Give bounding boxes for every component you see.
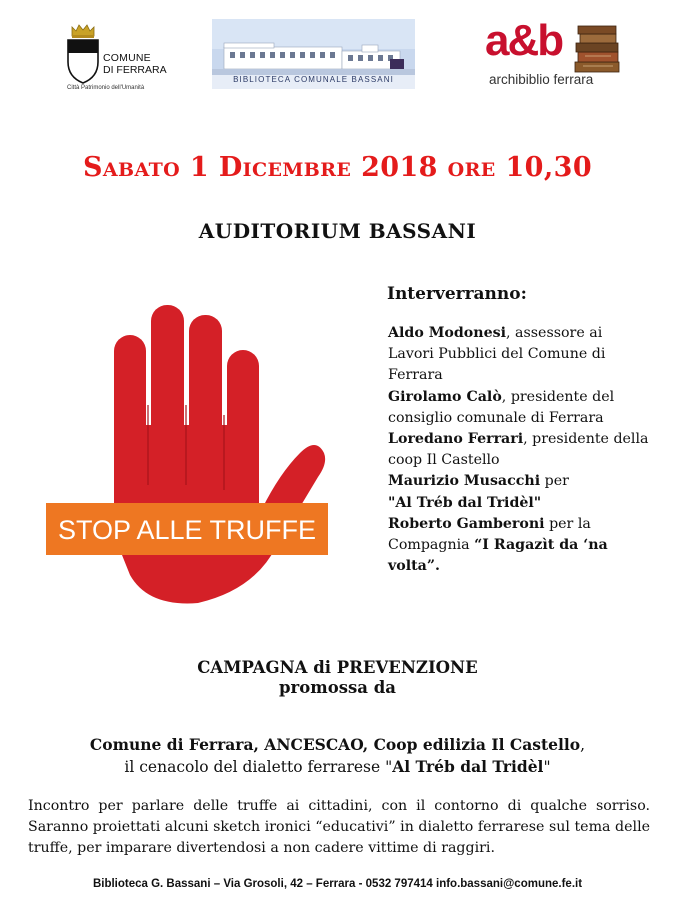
speaker-item: Loredano Ferrari, presidente della coop Il Castello: [388, 431, 649, 469]
speaker-item: Girolamo Calò, presidente del consiglio comunale di Ferrara: [388, 388, 615, 426]
comune-label: COMUNE: [103, 52, 151, 64]
promoters: Comune di Ferrara, ANCESCAO, Coop edilizia Il Castello, il cenacolo del dialetto ferrarese "Al Tréb dal Tridèl": [89, 735, 586, 776]
comune-city-label: DI FERRARA: [103, 64, 167, 76]
speaker-role: assessore ai Lavori Pubblici del Comune di Ferrara: [388, 325, 606, 384]
speaker-name: Girolamo Calò: [388, 388, 502, 405]
speakers-list: [388, 323, 650, 577]
biblioteca-bassani-logo: [212, 19, 415, 89]
footer-contact: Biblioteca G. Bassani – Via Grosoli, 42 – Ferrara - 0532 797414 info.bassani@comune.fe.it: [92, 878, 583, 890]
campaign-subtitle: promossa da: [279, 678, 396, 697]
speakers-title: Interverranno:: [387, 284, 527, 304]
speaker-group: "Al Tréb dal Tridèl": [388, 494, 542, 511]
speaker-item: [388, 514, 650, 578]
speaker-role: presidente del consiglio comunale di Ferrara: [388, 388, 615, 426]
event-venue: AUDITORIUM BASSANI: [198, 219, 477, 243]
stop-hand-illustration: [38, 285, 338, 625]
speaker-item: Aldo Modonesi, assessore ai Lavori Pubblici del Comune di Ferrara: [388, 325, 606, 384]
comune-ferrara-logo: [60, 22, 170, 94]
archibiblio-subtitle: archibiblio ferrara: [489, 72, 594, 87]
campaign-title: CAMPAGNA di PREVENZIONE: [197, 658, 478, 677]
promoter-group: Al Tréb dal Tridèl: [392, 757, 544, 776]
speaker-role: per: [544, 473, 569, 490]
comune-tagline: Città Patrimonio dell'Umanità: [67, 85, 145, 91]
event-date: Sabato 1 Dicembre 2018 ore 10,30: [82, 152, 593, 183]
speaker-role: per la Compagnia: [388, 515, 591, 554]
campaign-heading: [0, 658, 675, 698]
ab-mark: a&b: [485, 16, 563, 65]
archibiblio-logo: [485, 16, 625, 94]
speaker-name: Maurizio Musacchi: [388, 473, 541, 490]
stop-sign-text: STOP ALLE TRUFFE: [57, 515, 317, 545]
speaker-name: Loredano Ferrari: [388, 431, 524, 448]
biblioteca-caption: BIBLIOTECA COMUNALE BASSANI: [233, 75, 394, 84]
books-stack-icon: [573, 22, 623, 74]
speaker-group: “I Ragazìt da ‘na volta”.: [388, 537, 608, 575]
stop-hand-icon: [38, 285, 338, 625]
promoters-list: Comune di Ferrara, ANCESCAO, Coop edilizia Il Castello: [89, 735, 581, 754]
speaker-name: Roberto Gamberoni: [388, 515, 545, 532]
event-description: Incontro per parlare delle truffe ai cittadini, con il contorno di qualche sorriso. Saranno proiettati alcuni sketch ironici “educativi” in dialetto ferrarese sul tema delle truffe, per imparare divertendosi a non cadere vittime di raggiri.: [28, 798, 650, 856]
speaker-role: presidente della coop Il Castello: [388, 431, 649, 469]
speaker-item: [388, 471, 650, 513]
ferrara-crest-icon: [66, 22, 100, 84]
speaker-name: Aldo Modonesi: [388, 325, 506, 341]
